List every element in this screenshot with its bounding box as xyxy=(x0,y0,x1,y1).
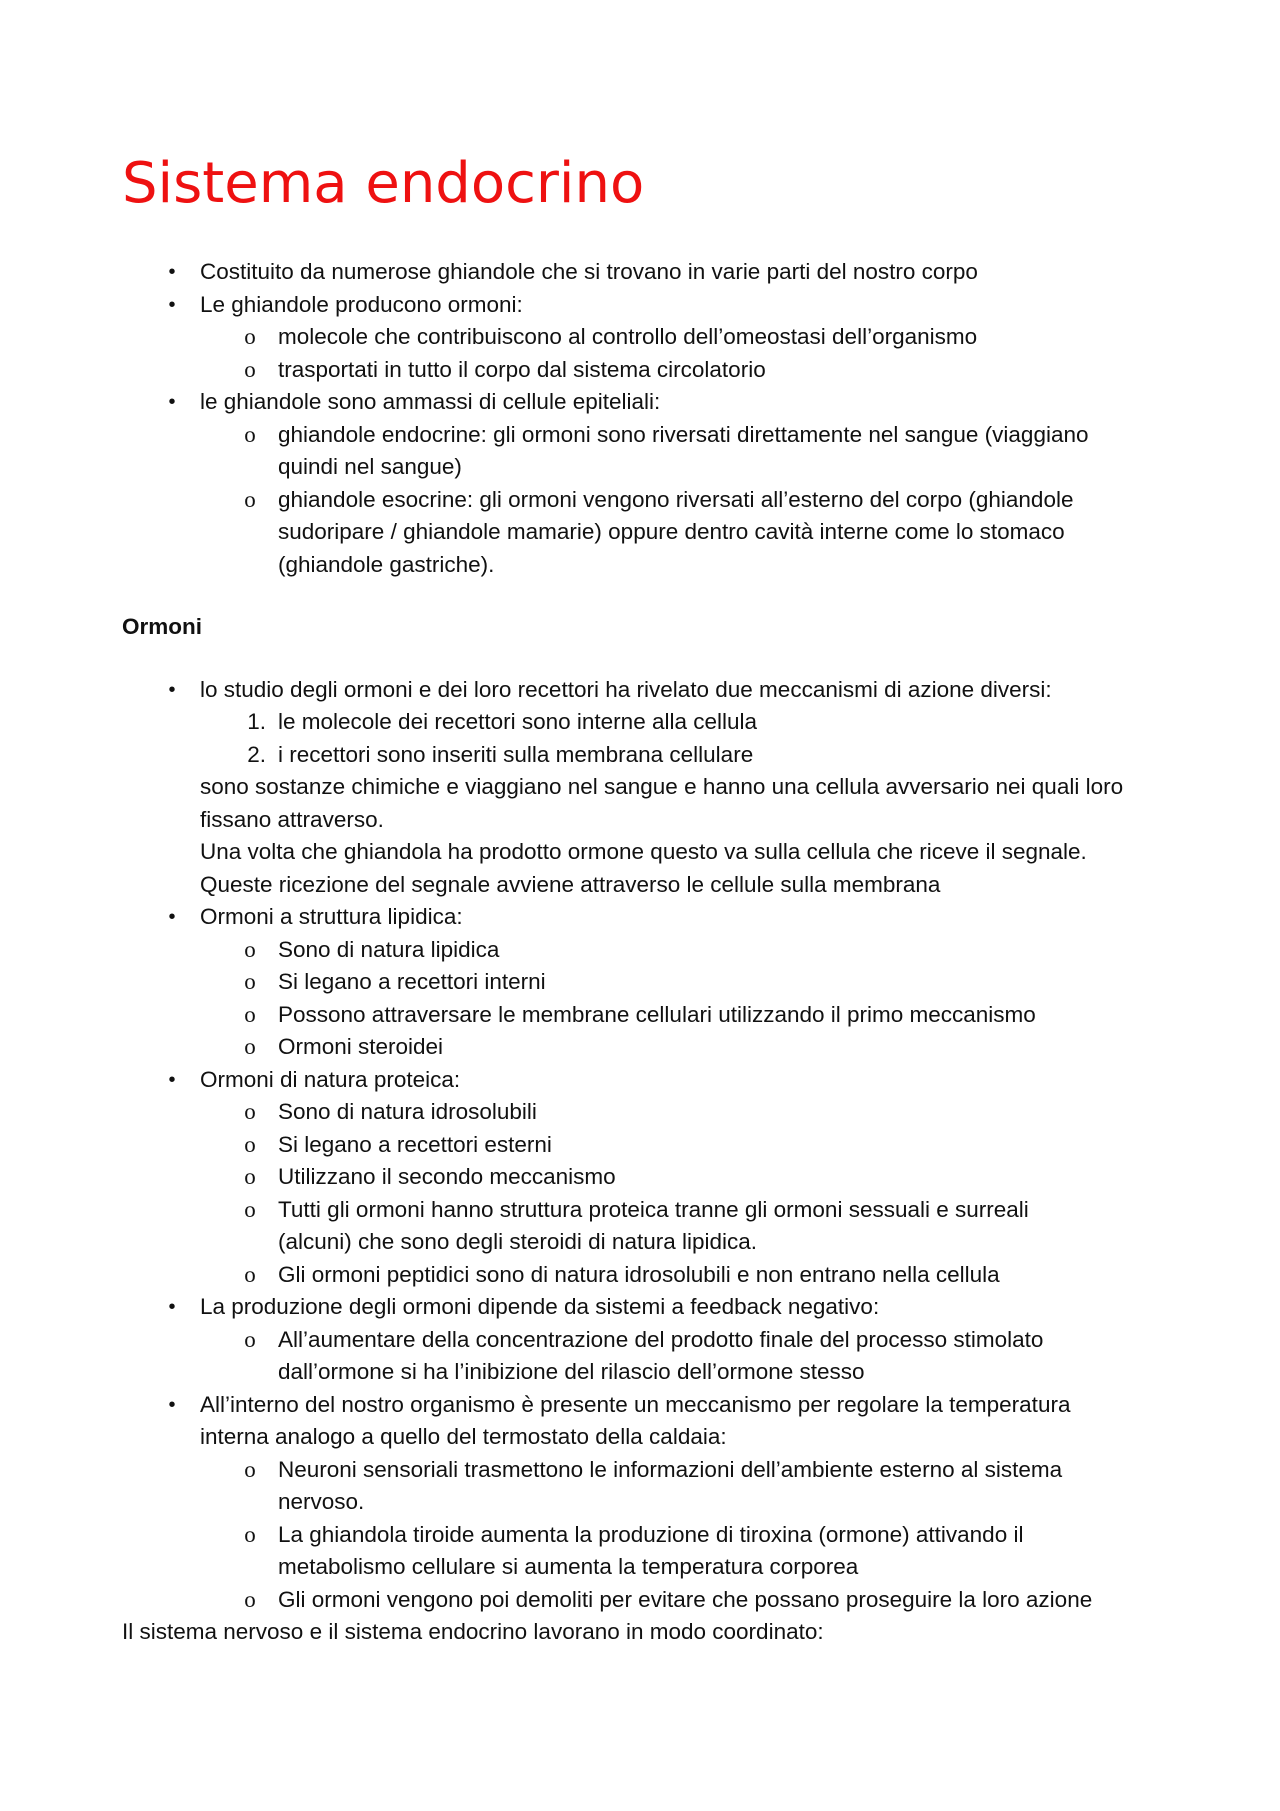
circle-bullet-icon: o xyxy=(244,1586,256,1612)
sub-list-item: o Ormoni steroidei xyxy=(122,1031,1182,1064)
spacer xyxy=(122,581,1182,611)
sub-list-item-continuation: nervoso. xyxy=(278,1489,365,1514)
list-item: • Ormoni di natura proteica: xyxy=(122,1064,1182,1097)
bullet-icon: • xyxy=(168,678,176,701)
sub-list-item-continuation: dall’ormone si ha l’inibizione del rilascio dell’ormone stesso xyxy=(278,1359,865,1384)
circle-bullet-icon: o xyxy=(244,1001,256,1027)
bullet-icon: • xyxy=(168,1296,176,1318)
sub-list-item: o Gli ormoni vengono poi demoliti per evitare che possano proseguire la loro azione xyxy=(122,1584,1182,1617)
circle-bullet-icon: o xyxy=(244,1456,256,1482)
sub-list-item: o Si legano a recettori interni xyxy=(122,966,1182,999)
list-item-continuation: interna analogo a quello del termostato della caldaia: xyxy=(200,1424,727,1449)
numbered-item: 1. le molecole dei recettori sono interne alla cellula xyxy=(122,706,1182,739)
circle-bullet-icon: o xyxy=(244,486,256,512)
bullet-icon: • xyxy=(168,1068,176,1091)
sub-list-item-continuation: (ghiandole gastriche). xyxy=(278,551,495,577)
document-title: Sistema endocrino xyxy=(122,151,645,216)
sub-list-item: o trasportati in tutto il corpo dal sistema circolatorio xyxy=(122,354,1182,387)
sub-list-item: o Gli ormoni peptidici sono di natura idrosolubili e non entrano nella cellula xyxy=(122,1259,1182,1292)
sub-list-item: o ghiandole endocrine: gli ormoni sono riversati direttamente nel sangue (viaggiano xyxy=(122,419,1182,452)
item-number: 1. xyxy=(247,709,266,734)
paragraph-line: fissano attraverso. xyxy=(200,806,384,832)
sub-list-item-continuation: sudoripare / ghiandole mamarie) oppure dentro cavità interne come lo stomaco xyxy=(278,519,1065,544)
list-item: • Costituito da numerose ghiandole che si trovano in varie parti del nostro corpo xyxy=(122,256,1182,289)
list-item: • Ormoni a struttura lipidica: xyxy=(122,901,1182,934)
circle-bullet-icon: o xyxy=(244,1164,256,1189)
list-item: • All’interno del nostro organismo è presente un meccanismo per regolare la temperatura xyxy=(122,1389,1182,1422)
circle-bullet-icon: o xyxy=(244,1521,256,1547)
sub-list-item: o molecole che contribuiscono al controllo dell’omeostasi dell’organismo xyxy=(122,321,1182,354)
circle-bullet-icon: o xyxy=(244,356,256,382)
item-number: 2. xyxy=(247,741,266,767)
paragraph-line: sono sostanze chimiche e viaggiano nel sangue e hanno una cellula avversario nei quali loro xyxy=(200,774,1124,799)
list-item: • La produzione degli ormoni dipende da sistemi a feedback negativo: xyxy=(122,1291,1182,1324)
document-body xyxy=(122,256,1182,1649)
circle-bullet-icon: o xyxy=(244,969,256,994)
sub-list-item: o Sono di natura idrosolubili xyxy=(122,1096,1182,1129)
circle-bullet-icon: o xyxy=(244,936,256,962)
circle-bullet-icon: o xyxy=(244,1131,256,1157)
sub-list-item: o La ghiandola tiroide aumenta la produzione di tiroxina (ormone) attivando il xyxy=(122,1519,1182,1552)
circle-bullet-icon: o xyxy=(244,1034,256,1059)
sub-list-item: o Sono di natura lipidica xyxy=(122,934,1182,967)
sub-list-item: o Tutti gli ormoni hanno struttura proteica tranne gli ormoni sessuali e surreali xyxy=(122,1194,1182,1227)
sub-list-item: o Neuroni sensoriali trasmettono le informazioni dell’ambiente esterno al sistema xyxy=(122,1454,1182,1487)
sub-list-item-continuation: metabolismo cellulare si aumenta la temperatura corporea xyxy=(278,1554,859,1579)
sub-list-item: o Utilizzano il secondo meccanismo xyxy=(122,1161,1182,1194)
sub-list-item: o Possono attraversare le membrane cellulari utilizzando il primo meccanismo xyxy=(122,999,1182,1032)
circle-bullet-icon: o xyxy=(244,324,256,349)
circle-bullet-icon: o xyxy=(244,1196,256,1222)
list-item: • lo studio degli ormoni e dei loro recettori ha rivelato due meccanismi di azione diversi: xyxy=(122,674,1182,707)
paragraph-line: Queste ricezione del segnale avviene attraverso le cellule sulla membrana xyxy=(200,871,941,897)
bullet-icon: • xyxy=(168,293,176,316)
sub-list-item: o All’aumentare della concentrazione del prodotto finale del processo stimolato xyxy=(122,1324,1182,1357)
sub-list-item-continuation: quindi nel sangue) xyxy=(278,454,462,479)
sub-list-item-continuation: (alcuni) che sono degli steroidi di natura lipidica. xyxy=(278,1229,758,1254)
bullet-icon: • xyxy=(168,391,176,413)
bullet-icon: • xyxy=(168,1393,176,1416)
circle-bullet-icon: o xyxy=(244,1261,256,1287)
bullet-icon: • xyxy=(168,906,176,928)
section-heading: Ormoni xyxy=(122,614,203,639)
circle-bullet-icon: o xyxy=(244,421,256,447)
closing-paragraph: Il sistema nervoso e il sistema endocrino lavorano in modo coordinato: xyxy=(122,1619,824,1644)
spacer xyxy=(122,644,1182,674)
list-item: • le ghiandole sono ammassi di cellule epiteliali: xyxy=(122,386,1182,419)
numbered-item: 2. i recettori sono inseriti sulla membrana cellulare xyxy=(122,739,1182,772)
circle-bullet-icon: o xyxy=(244,1326,256,1352)
sub-list-item: o Si legano a recettori esterni xyxy=(122,1129,1182,1162)
circle-bullet-icon: o xyxy=(244,1099,256,1124)
sub-list-item: o ghiandole esocrine: gli ormoni vengono riversati all’esterno del corpo (ghiandole xyxy=(122,484,1182,517)
list-item: • Le ghiandole producono ormoni: xyxy=(122,289,1182,322)
paragraph-line: Una volta che ghiandola ha prodotto ormone questo va sulla cellula che riceve il segnale. xyxy=(200,839,1087,864)
bullet-icon: • xyxy=(168,261,176,283)
